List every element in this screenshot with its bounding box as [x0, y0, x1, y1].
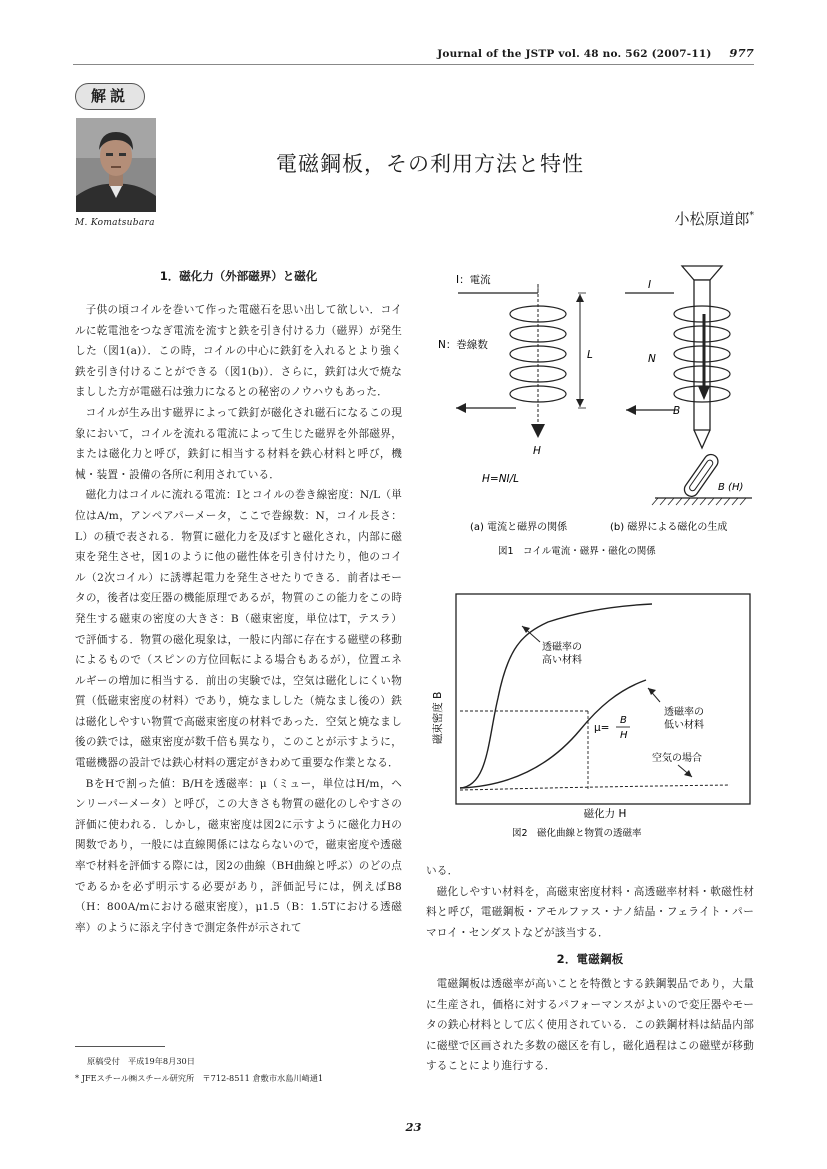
running-header: [437, 46, 754, 60]
fig1-caption: 図1 コイル電流・磁界・磁化の関係: [498, 546, 656, 557]
footnotes: [75, 1053, 323, 1087]
paragraph: 子供の頃コイルを巻いて作った電磁石を思い出して欲しい．コイルに乾電池をつなぎ電流を流すと鉄を引き付ける力（磁界）が発生した（図1(a)）．この時，コイルの中心に鉄釘を入れるとより強く鉄を引き付けることができる（図1(b)）．さらに，鉄釘は火で焼なましした方が電磁石は強力になるとの秘密のノウハウもあった．: [75, 304, 402, 399]
fig1-label-flux: B: [673, 405, 681, 417]
article-type-tag: 解説: [75, 83, 145, 110]
paragraph: 電磁鋼板は透磁率が高いことを特徴とする鉄鋼製品であり，大量に生産され，価格に対するパフォーマンスがよいので変圧器やモータの鉄心材料として広く使用されている．この鉄鋼材料は結晶内部に磁壁で区画された多数の磁区を有し，磁化過程はこの磁壁が移動することにより進行する．: [426, 977, 754, 1073]
fig1-label-bh: B (H): [718, 482, 744, 493]
footnote-affiliation: * JFEスチール㈱スチール研究所 〒712-8511 倉敷市水島川崎通1: [75, 1073, 324, 1083]
author-name: [674, 208, 754, 229]
paragraph: 磁化しやすい材料を，高磁束密度材料・高透磁率材料・軟磁性材料と呼び，電磁鋼板・アモルファス・ナノ結晶・フェライト・パーマロイ・センダストなどが該当する．: [426, 885, 754, 939]
article-title: 電磁鋼板，その利用方法と特性: [276, 152, 584, 176]
author-photo: [76, 118, 156, 212]
author-name-text: 小松原道郎: [674, 210, 750, 228]
footnote-rule: [75, 1046, 165, 1047]
figure-2: [430, 590, 760, 850]
footnote-received: 原稿受付 平成19年8月30日: [87, 1056, 195, 1066]
paragraph: 磁化力はコイルに流れる電流：Iとコイルの巻き線密度：N/L（単位はA/m，アンペアパーメータ，ここで巻線数：N，コイル長さ：L）の積で表される．物質に磁化力を及ぼすと磁化され，内部に磁束を発生させ，図1のように他の磁性体を引き付けたり，他のコイル（2次コイル）に誘導起電力を発生させたりできる．前者はモータの，後者は変圧器の機能原理であるが，物質のこの能力をこの時発生する磁束の密度の大きさ：B（磁束密度，単位はT，テスラ）で評価する．物質の磁化現象は，一般に内部に存在する磁壁の移動によるもので（スピンの方位回転による場合もあるが），位置エネルギーの増加に相当する．前出の実験では，空気は磁化しにくい物質（低磁束密度の材料）であり，焼なましした（焼なまし後の）鉄は磁化しやすい物質で高磁束密度の材料であった．空気と焼なまし後の鉄では，磁束密度が数千倍も異なり，このことが示すように，電磁機器の設計では鉄心材料の選定がきわめて重要な作業となる．: [75, 489, 402, 770]
author-mark: *: [749, 211, 754, 221]
fig1-label-turns-b: N: [648, 353, 656, 365]
right-column: [426, 861, 754, 1077]
fig1-label-field: H: [533, 445, 541, 457]
section2-heading: 2．電磁鋼板: [556, 952, 624, 967]
fig1-formula: H=NI/L: [482, 473, 520, 485]
fig2-label-high-text: 透磁率の: [542, 642, 582, 653]
left-column: [75, 300, 402, 938]
fig1-subcaption-b: (b) 磁界による磁化の生成: [610, 522, 728, 533]
fig2-xlabel: 磁化力 H: [583, 808, 627, 820]
fig2-mu-label: μ=: [594, 722, 610, 734]
fig1-label-turns: N：巻線数: [438, 339, 488, 351]
journal-citation: Journal of the JSTP vol. 48 no. 562 (2007-11): [437, 48, 712, 60]
paragraph-continuation: いる．: [426, 865, 459, 877]
paragraph: BをHで割った値：B/Hを透磁率：μ（ミュー，単位はH/m，ヘンリーパーメータ）と呼び，この大きさも物質の磁化のしやすさの評価に使われる．しかし，磁束密度は図2に示すように磁化力Hの関数であり，一般には直線関係にはならないので，磁束密度や透磁率で材料を評価する際には，図2の曲線（BH曲線と呼ぶ）のどの点であるかを必ず明示する必要があり，評価記号には，例えばB8（H：800A/mにおける磁束密度），μ1.5（B：1.5Tにおける透磁率）のように添え字付きで測定条件が示されて: [75, 777, 402, 934]
page-number: 23: [405, 1120, 422, 1134]
fig2-label-high-text-line2: 高い材料: [542, 655, 582, 666]
fig1-label-current: I：電流: [456, 274, 491, 286]
header-page-number: 977: [729, 46, 754, 60]
fig1-label-current-b: I: [648, 279, 652, 291]
fig2-caption: 図2 磁化曲線と物質の透磁率: [512, 828, 642, 839]
fig2-label-low-text-line2: 低い材料: [664, 720, 704, 731]
fig2-mu-denominator: H: [620, 730, 628, 741]
fig2-label-low-text: 透磁率の: [664, 707, 704, 718]
fig2-mu-numerator: B: [620, 715, 627, 726]
fig1-label-length: L: [587, 349, 593, 361]
fig2-label-air: 空気の場合: [652, 753, 702, 764]
figure-1: [430, 262, 760, 562]
author-name-roman: M. Komatsubara: [75, 218, 155, 228]
fig1-subcaption-a: (a) 電流と磁界の関係: [470, 522, 568, 533]
section1-heading: 1．磁化力（外部磁界）と磁化: [159, 269, 318, 283]
header-rule: [73, 64, 754, 65]
fig2-ylabel: 磁束密度 B: [432, 691, 444, 745]
paragraph: コイルが生み出す磁界によって鉄釘が磁化され磁石になるこの現象において，コイルを流れる電流によって生じた磁界を外部磁界，または磁化力と呼び，鉄釘に相当する材料を鉄心材料と呼び，機械・装置・設備の各所に利用されている．: [75, 406, 402, 481]
